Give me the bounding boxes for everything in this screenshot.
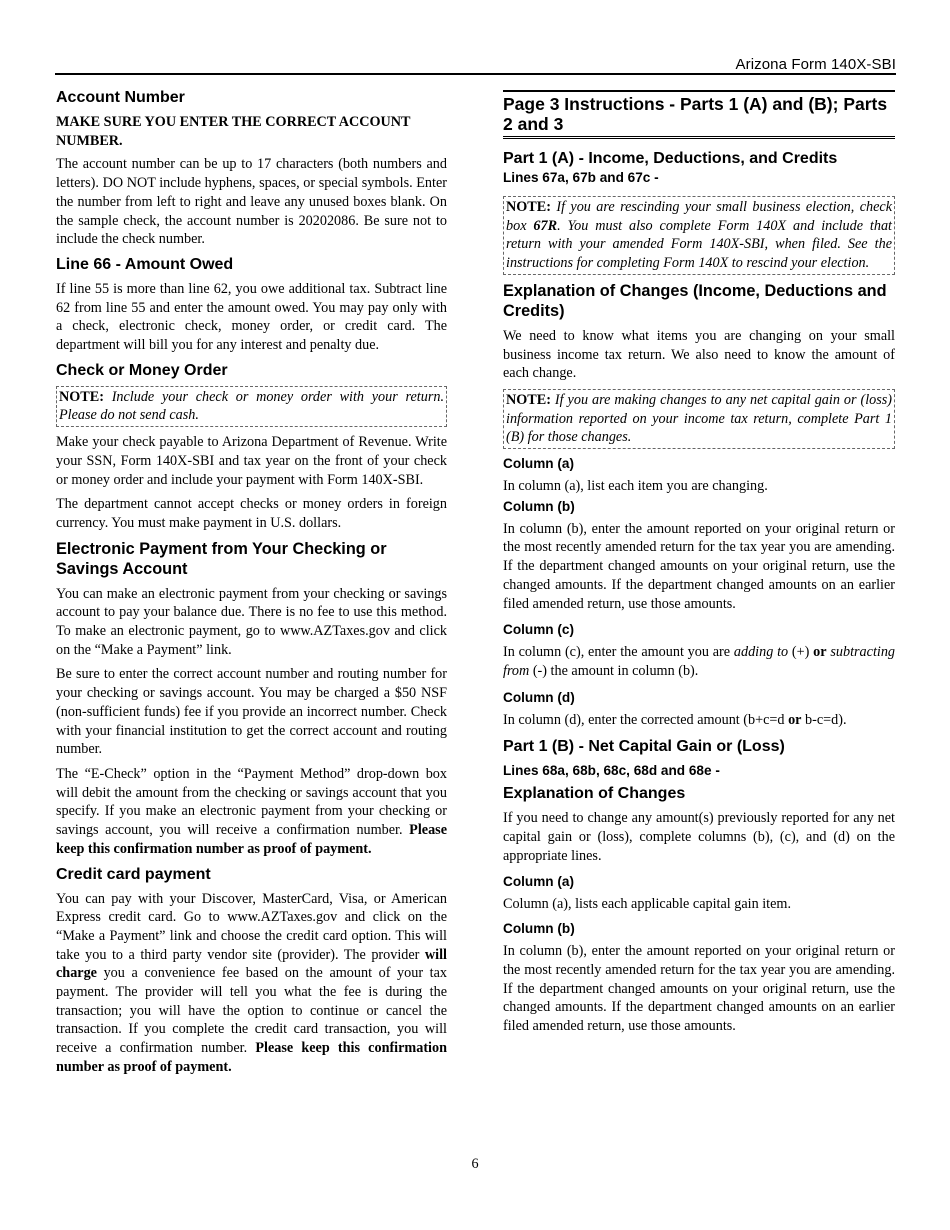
column-b-paragraph: In column (b), enter the amount reported on your original return or the most recently amended return for the tax year you are amending. If the department changed amounts on your original return, use the changed amounts. If the department changed amounts on an earlier filed amended return, use those amounts. [503,520,895,612]
check-paragraph-1: Make your check payable to Arizona Department of Revenue. Write your SSN, Form 140X-SBI and tax year on the front of your check or money order and include your payment with Form 140X-SBI. [56,434,447,488]
column-b-heading: Column (b) [503,498,575,514]
account-paragraph: The account number can be up to 17 characters (both numbers and letters). DO NOT include hyphens, spaces, or special symbols. Enter the number from left to right and leave any unused boxes blank. On the sample check, the account number is 20202086. Be sure not to include the check number. [56,156,447,248]
part1b-column-b-heading: Column (b) [503,921,575,937]
part1a-lines: Lines 67a, 67b and 67c - [503,170,659,185]
note-text: If you are rescinding your small business election, check box 67R. You must also complete Form 140X and include that return with your amended Form 140X-SBI, when filed. See the instructions for completing Form 140X to rescind your election. [506,199,892,272]
credit-card-heading: Credit card payment [56,865,211,883]
epay-paragraph-1: You can make an electronic payment from your checking or savings account to pay your balance due. There is no fee to use this method. To make an electronic payment, go to www.AZTaxes.gov and click on the “Make a Payment” link. [56,585,447,658]
check-paragraph-2: The department cannot accept checks or money orders in foreign currency. You must make payment in U.S. dollars. [56,496,447,531]
epay-paragraph-2: Be sure to enter the correct account number and routing number for your checking or savings account. You may be charged a $50 NSF (non-sufficient funds) fee if you provide an incorrect number. Check with your financial institution to get the correct account and routing number. [56,666,447,758]
page-number: 6 [471,1156,479,1172]
explanation-paragraph: We need to know what items you are changing on your small business income tax return. We also need to know the amount of each change. [503,327,895,382]
page3-instructions-heading: Page 3 Instructions - Parts 1 (A) and (B); Parts 2 and 3 [503,90,895,139]
epay-paragraph-3 [56,765,447,859]
note-label: NOTE: [59,388,104,405]
note-text: If you are making changes to any net capital gain or (loss) information reported on your income tax return, complete Part 1 (B) for those changes. [506,391,893,446]
column-d-paragraph: In column (d), enter the corrected amount (b+c=d or b-c=d). [503,711,847,728]
cc-text-2: you a convenience fee based on the amount of your tax payment. The provider will tell you what the fee is during the transaction; you will have the option to continue or cancel the transaction. If you complete the credit card transaction, you will receive a confirmation number. [56,965,447,1057]
line66-heading: Line 66 - Amount Owed [56,255,234,273]
part1b-heading: Part 1 (B) - Net Capital Gain or (Loss) [503,738,785,756]
left-column [56,88,447,1083]
column-c-paragraph: In column (c), enter the amount you are adding to (+) or subtracting from (-) the amount in column (b). [503,644,896,679]
part1b-column-a-paragraph: Column (a), lists each applicable capital gain item. [503,896,791,913]
explanation-heading: Explanation of Changes (Income, Deductions and Credits) [503,281,887,320]
capital-gain-note [503,389,895,449]
part1b-column-b-paragraph: In column (b), enter the amount reported on your original return or the most recently amended return for the tax year you are amending. If the department changed amounts on your original return, use the changed amounts. If the department changed amounts on an earlier filed amended return, use those amounts. [503,943,895,1034]
epay-heading: Electronic Payment from Your Checking or Savings Account [56,539,387,578]
note-label: NOTE: [506,391,551,408]
note-text: Include your check or money order with your return. Please do not send cash. [59,388,444,424]
cc-bold-2: Please keep this confirmation number as proof of payment. [56,1040,447,1075]
part1b-paragraph: If you need to change any amount(s) previously reported for any net capital gain or (loss), complete columns (b), (c), and (d) on the appropriate lines. [503,810,895,864]
part1b-lines: Lines 68a, 68b, 68c, 68d and 68e - [503,763,720,779]
cc-bold-1: will charge [56,946,447,982]
header-rule [55,73,896,75]
epay-p3-bold: Please keep this confirmation number as proof of payment. [56,822,447,857]
part1b-explanation-heading: Explanation of Changes [503,785,686,803]
account-warning: MAKE SURE YOU ENTER THE CORRECT ACCOUNT NUMBER. [56,114,411,149]
cc-text-1: You can pay with your Discover, MasterCard, Visa, or American Express credit card. Go to www.AZTaxes.gov and click on the “Make a Payment” link and choose the credit card option. This will take you to a third party vendor site (provider). The provider [56,890,447,963]
credit-card-paragraph [56,890,447,1077]
rescind-note [503,196,895,275]
part1a-heading: Part 1 (A) - Income, Deductions, and Credits [503,150,838,167]
line66-paragraph: If line 55 is more than line 62, you owe additional tax. Subtract line 62 from line 55 and enter the amount owed. You may pay only with a check, electronic check, money order, or credit card. The department will bill you for any interest and penalty due. [56,280,447,354]
epay-p3-text: The “E-Check” option in the “Payment Method” drop-down box will debit the amount from the checking or savings account that you specify. If you make an electronic payment from your checking or savings account, you will receive a confirmation number. [56,765,447,839]
column-a-heading: Column (a) [503,456,574,472]
form-title: Arizona Form 140X-SBI [735,56,896,73]
check-heading: Check or Money Order [56,361,228,379]
note-label: NOTE: [506,199,551,215]
column-a-paragraph: In column (a), list each item you are changing. [503,478,768,495]
part1b-column-a-heading: Column (a) [503,874,574,890]
check-note [56,386,447,427]
account-number-heading: Account Number [56,89,185,106]
column-c-heading: Column (c) [503,622,574,638]
column-d-heading: Column (d) [503,689,575,705]
right-column [503,88,895,1042]
